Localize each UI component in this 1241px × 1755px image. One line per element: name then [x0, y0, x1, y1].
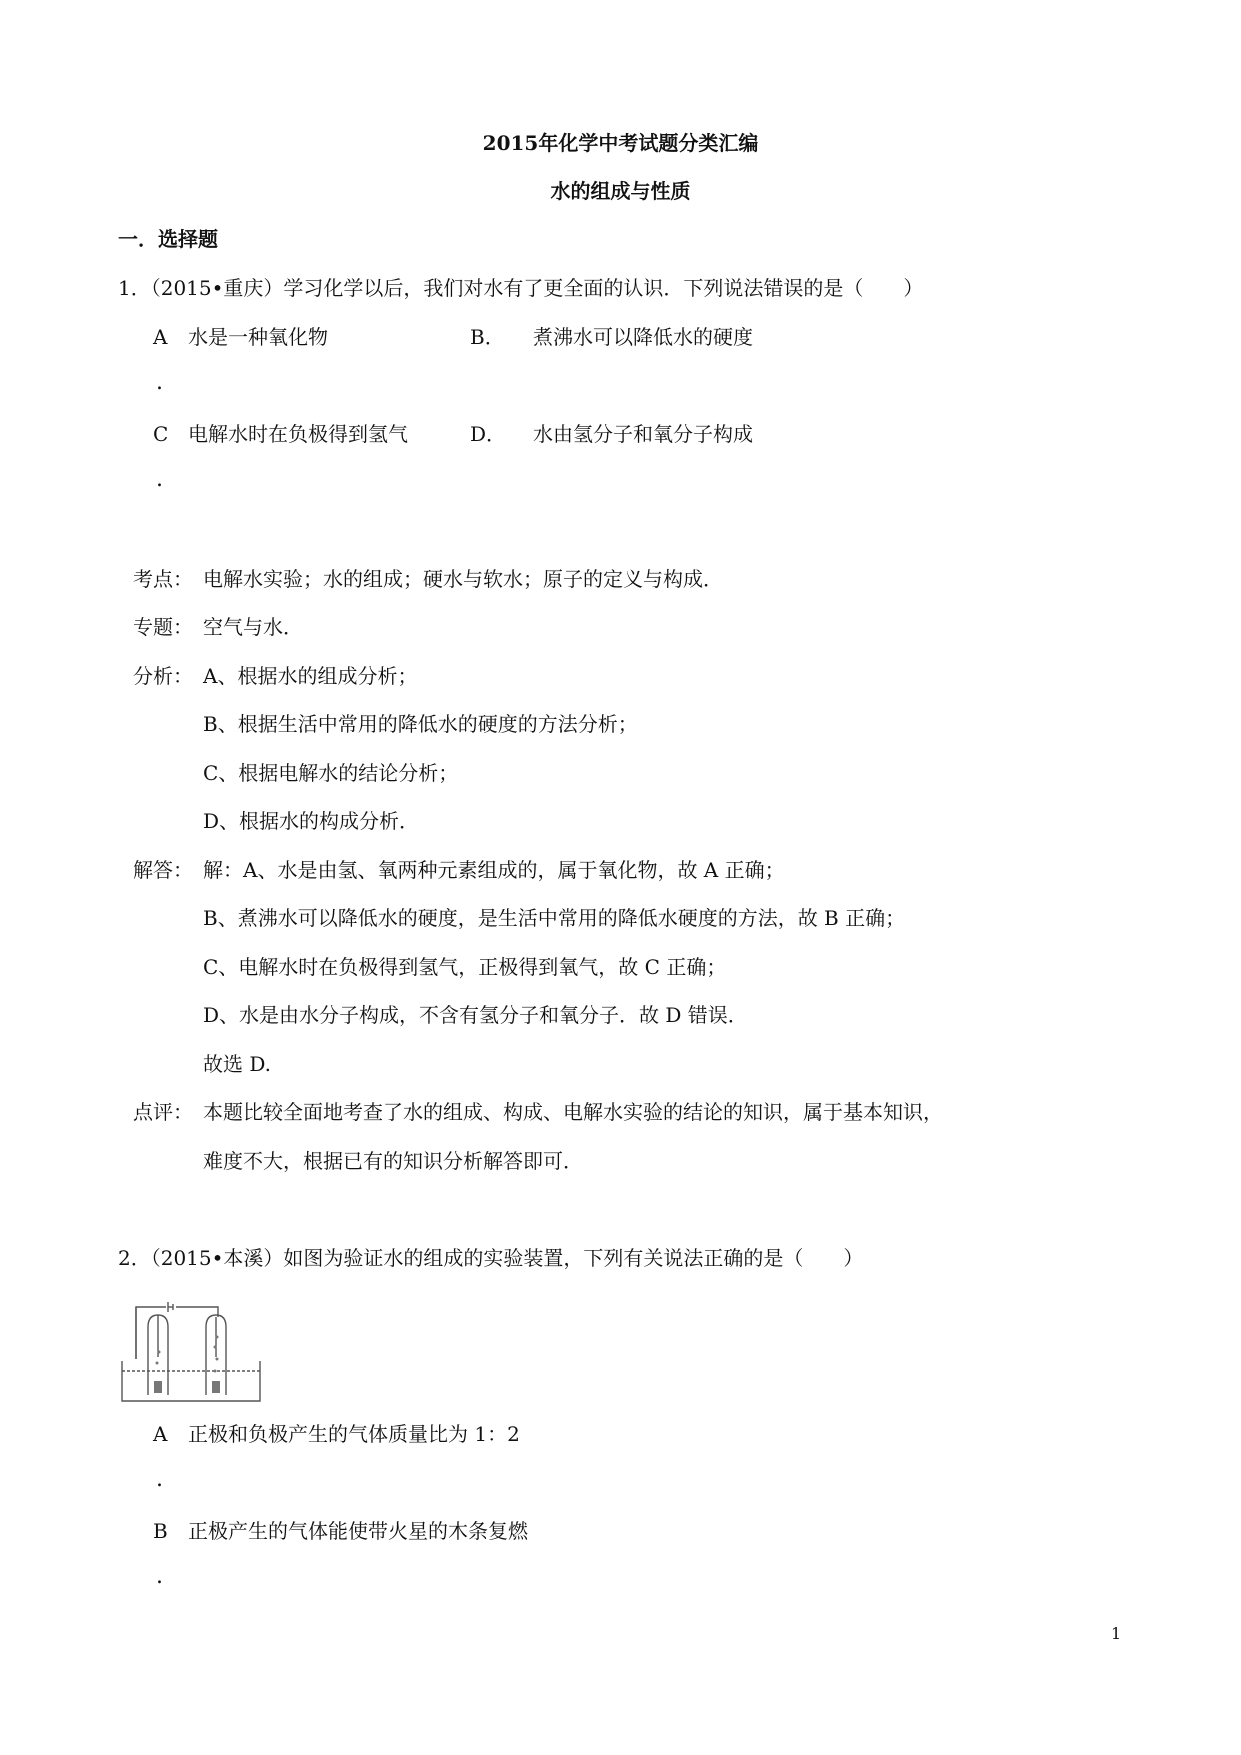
q2-row2-dot: .: [156, 1564, 163, 1589]
q1-option-d-letter: D．: [470, 422, 507, 446]
fenxi-label: 分析：: [133, 664, 193, 688]
q1-option-b-text: 煮沸水可以降低水的硬度: [533, 325, 753, 349]
electrolysis-apparatus-icon: [118, 1297, 264, 1403]
q1-option-b-letter: B．: [470, 325, 505, 349]
dianping-line: 难度不大，根据已有的知识分析解答即可．: [203, 1149, 583, 1173]
fenxi-line: B、根据生活中常用的降低水的硬度的方法分析；: [203, 712, 638, 736]
q1-option-c-letter: C: [153, 422, 169, 446]
dianping-label: 点评：: [133, 1100, 193, 1124]
jieda-line: B、煮沸水可以降低水的硬度，是生活中常用的降低水硬度的方法，故 B 正确；: [203, 906, 906, 930]
q1-row2-dot: .: [156, 467, 163, 492]
fenxi-line: A、根据水的组成分析；: [203, 664, 418, 688]
jieda-line: C、电解水时在负极得到氢气，正极得到氧气，故 C 正确；: [203, 955, 727, 979]
section-heading: 一．选择题: [118, 227, 218, 251]
q2-option-a-text: 正极和负极产生的气体质量比为 1：2: [188, 1422, 520, 1446]
zhuanti-label: 专题：: [133, 615, 193, 639]
fenxi-line: D、根据水的构成分析．: [203, 809, 420, 833]
fenxi-line: C、根据电解水的结论分析；: [203, 761, 459, 785]
q2-option-b-letter: B: [153, 1519, 168, 1543]
q1-option-d-text: 水由氢分子和氧分子构成: [533, 422, 753, 446]
jieda-line: 故选 D.: [203, 1052, 272, 1076]
q2-option-b-text: 正极产生的气体能使带火星的木条复燃: [188, 1519, 528, 1543]
jieda-line: 解：A、水是由氢、氧两种元素组成的，属于氧化物，故 A 正确；: [203, 858, 785, 882]
q1-option-a-text: 水是一种氧化物: [188, 325, 328, 349]
dianping-line: 本题比较全面地考查了水的组成、构成、电解水实验的结论的知识，属于基本知识，: [203, 1100, 943, 1124]
q2-option-a-letter: A: [153, 1422, 168, 1446]
q2-stem: 2．（2015•本溪）如图为验证水的组成的实验装置，下列有关说法正确的是（ ）: [118, 1246, 864, 1270]
kaodian-text: 电解水实验；水的组成；硬水与软水；原子的定义与构成．: [203, 567, 723, 591]
q1-option-c-text: 电解水时在负极得到氢气: [188, 422, 408, 446]
kaodian-label: 考点：: [133, 567, 193, 591]
doc-title: 2015年化学中考试题分类汇编: [482, 131, 759, 155]
zhuanti-text: 空气与水．: [203, 615, 303, 639]
doc-subtitle: 水的组成与性质: [550, 179, 691, 203]
q1-stem: 1．（2015•重庆）学习化学以后，我们对水有了更全面的认识．下列说法错误的是（ ）: [118, 276, 924, 300]
jieda-label: 解答：: [133, 858, 193, 882]
jieda-line: D、水是由水分子构成，不含有氢分子和氧分子．故 D 错误．: [203, 1003, 748, 1027]
page-number: 1: [1111, 1624, 1122, 1643]
q2-row1-dot: .: [156, 1467, 163, 1492]
q1-option-a-letter: A: [153, 325, 168, 349]
q1-row1-dot: .: [156, 370, 163, 395]
